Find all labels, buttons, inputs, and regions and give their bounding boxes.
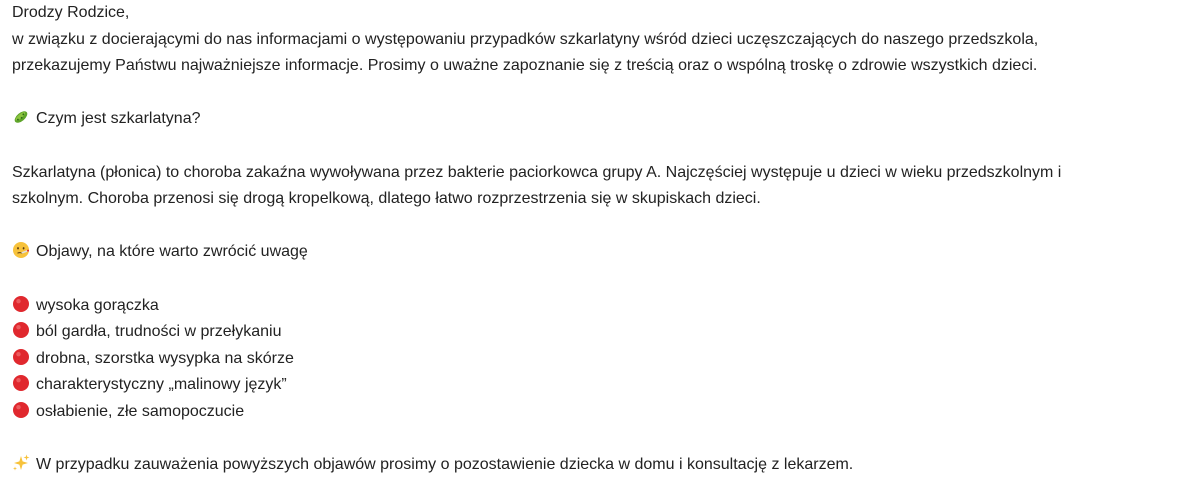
greeting: Drodzy Rodzice, <box>12 4 130 21</box>
red-circle-icon <box>12 321 30 339</box>
spacer <box>12 213 1197 240</box>
what-body-line-1: Szkarlatyna (płonica) to choroba zakaźna wywoływana przez bakterie paciorkowca grupy A. Najczęściej występuje u dzieci w wieku przedszkolnym i <box>12 163 1062 181</box>
intro-line-2: przekazujemy Państwu najważniejsze informacje. Prosimy o uważne zapoznanie się z treścią oraz o wspólną troskę o zdrowie wszystkich dzieci. <box>12 57 1038 75</box>
sparkles-icon <box>12 454 30 472</box>
list-item <box>12 319 1197 346</box>
spacer <box>12 426 1197 453</box>
face-with-thermometer-icon <box>12 241 30 259</box>
list-item <box>12 372 1197 399</box>
section-heading-what <box>12 106 1197 133</box>
red-circle-icon <box>12 348 30 366</box>
microbe-icon <box>12 108 30 126</box>
spacer <box>12 133 1197 160</box>
notice-text: W przypadku zauważenia powyższych objawów prosimy o pozostawienie dziecka w domu i konsultację z lekarzem. <box>36 456 854 474</box>
list-item-text: ból gardła, trudności w przełykaniu <box>36 323 282 341</box>
spacer <box>12 266 1197 293</box>
red-circle-icon <box>12 295 30 313</box>
symptoms-list <box>12 293 1197 426</box>
intro-line-1: w związku z docierającymi do nas informacjami o występowaniu przypadków szkarlatyny wśród dzieci uczęszczających do naszego przedszkola, <box>12 30 1039 48</box>
section-heading-symptoms <box>12 239 1197 266</box>
what-body-line-2: szkolnym. Choroba przenosi się drogą kropelkową, dlatego łatwo rozprzestrzenia się w skupiskach dzieci. <box>12 190 761 208</box>
spacer <box>12 80 1197 107</box>
red-circle-icon <box>12 374 30 392</box>
red-circle-icon <box>12 401 30 419</box>
list-item-text: wysoka gorączka <box>36 296 159 314</box>
list-item <box>12 399 1197 426</box>
list-item-text: charakterystyczny „malinowy język” <box>36 376 287 394</box>
list-item <box>12 293 1197 320</box>
notice <box>12 452 1197 479</box>
section-heading-symptoms-text: Objawy, na które warto zwrócić uwagę <box>36 243 308 261</box>
list-item <box>12 346 1197 373</box>
section-heading-what-text: Czym jest szkarlatyna? <box>36 110 201 128</box>
list-item-text: osłabienie, złe samopoczucie <box>36 402 245 420</box>
list-item-text: drobna, szorstka wysypka na skórze <box>36 349 294 367</box>
